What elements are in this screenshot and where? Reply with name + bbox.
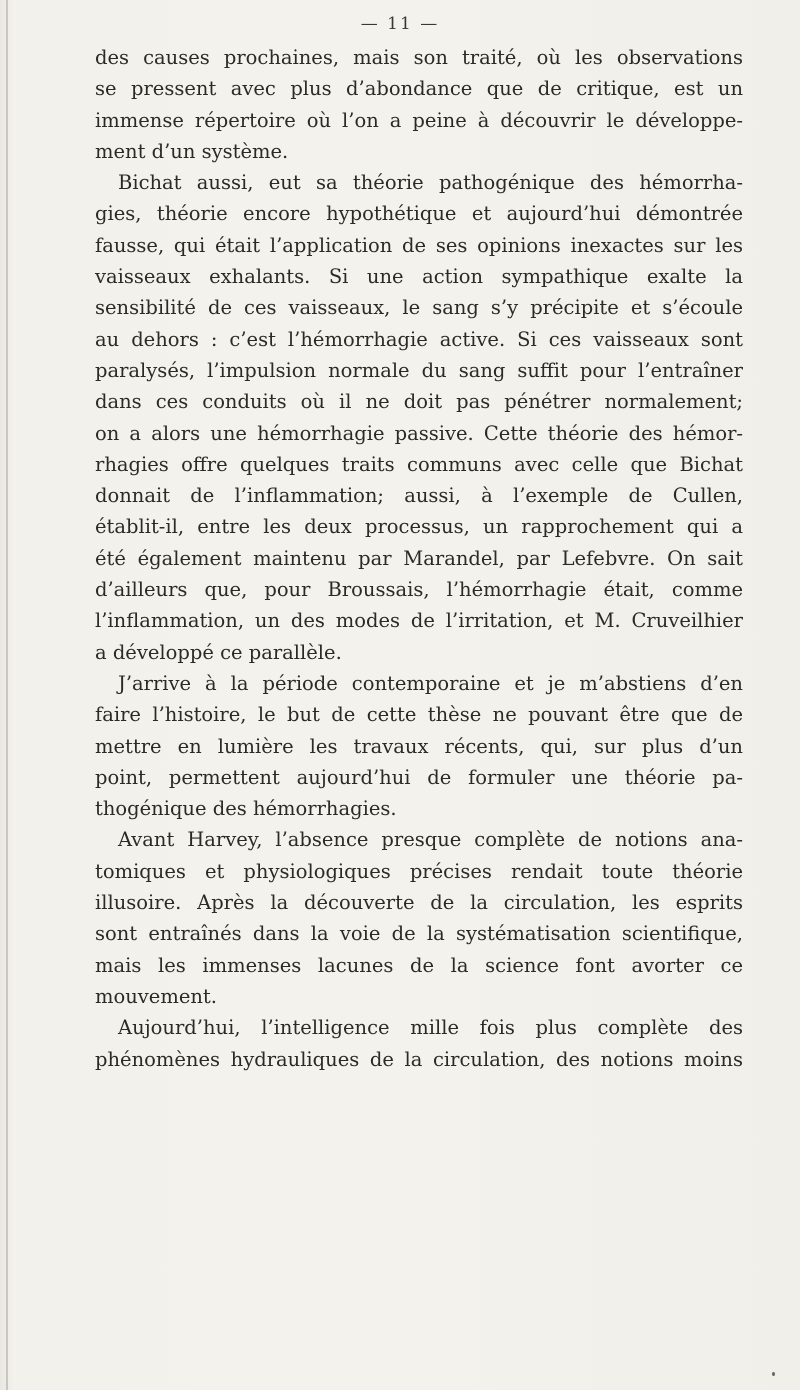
text-line: sont entraînés dans la voie de la systématisation scientifique, bbox=[95, 922, 743, 946]
text-line: a développé ce parallèle. bbox=[95, 640, 342, 664]
page-number: — 11 — bbox=[360, 14, 440, 34]
text-line: fausse, qui était l’application de ses opinions inexactes sur les bbox=[95, 233, 743, 257]
text-line: immense répertoire où l’on a peine à découvrir le développe- bbox=[95, 108, 743, 132]
text-line: l’inflammation, un des modes de l’irritation, et M. Cruveilhier bbox=[95, 609, 743, 633]
text-line: faire l’histoire, le but de cette thèse ne pouvant être que de bbox=[95, 703, 743, 727]
text-line: mouvement. bbox=[95, 984, 217, 1008]
text-line: mettre en lumière les travaux récents, qui, sur plus d’un bbox=[95, 734, 743, 758]
text-line: ment d’un système. bbox=[95, 139, 289, 163]
text-line: donnait de l’inflammation; aussi, à l’exemple de Cullen, bbox=[95, 484, 743, 508]
text-line: vaisseaux exhalants. Si une action sympathique exalte la bbox=[95, 265, 743, 289]
text-line: rhagies offre quelques traits communs avec celle que Bichat bbox=[95, 452, 743, 476]
text-line: Aujourd’hui, l’intelligence mille fois plus complète des bbox=[118, 1016, 743, 1040]
text-line: établit-il, entre les deux processus, un rapprochement qui a bbox=[95, 515, 743, 539]
text-line: on a alors une hémorrhagie passive. Cette théorie des hémor- bbox=[95, 421, 743, 445]
text-line: phénomènes hydrauliques de la circulation, des notions moins bbox=[95, 1047, 743, 1071]
text-line: des causes prochaines, mais son traité, où les observations bbox=[95, 46, 743, 69]
text-line: point, permettent aujourd’hui de formuler une théorie pa- bbox=[95, 765, 743, 789]
text-line: Avant Harvey, l’absence presque complète de notions ana- bbox=[118, 828, 743, 852]
text-line: J’arrive à la période contemporaine et je m’abstiens d’en bbox=[118, 671, 743, 695]
text-line: été également maintenu par Marandel, par Lefebvre. On sait bbox=[95, 546, 743, 570]
text-line: se pressent avec plus d’abondance que de critique, est un bbox=[95, 77, 743, 101]
text-line: thogénique des hémorrhagies. bbox=[95, 797, 397, 821]
body-text bbox=[95, 42, 743, 1075]
text-line: d’ailleurs que, pour Broussais, l’hémorrhagie était, comme bbox=[95, 578, 743, 602]
text-line: sensibilité de ces vaisseaux, le sang s’y précipite et s’écoule bbox=[95, 296, 743, 320]
text-line: gies, théorie encore hypothétique et aujourd’hui démontrée bbox=[95, 202, 743, 226]
ink-speck bbox=[772, 1372, 775, 1376]
page-edge-shadow bbox=[6, 0, 8, 1390]
text-line: mais les immenses lacunes de la science font avorter ce bbox=[95, 953, 743, 977]
text-line: tomiques et physiologiques précises rendait toute théorie bbox=[95, 859, 743, 883]
text-line: Bichat aussi, eut sa théorie pathogénique des hémorrha- bbox=[118, 171, 743, 195]
text-line: illusoire. Après la découverte de la circulation, les esprits bbox=[95, 891, 743, 915]
text-line: dans ces conduits où il ne doit pas pénétrer normalement; bbox=[95, 390, 743, 414]
text-line: au dehors : c’est l’hémorrhagie active. Si ces vaisseaux sont bbox=[95, 327, 743, 351]
text-line: paralysés, l’impulsion normale du sang suffit pour l’entraîner bbox=[95, 358, 743, 382]
